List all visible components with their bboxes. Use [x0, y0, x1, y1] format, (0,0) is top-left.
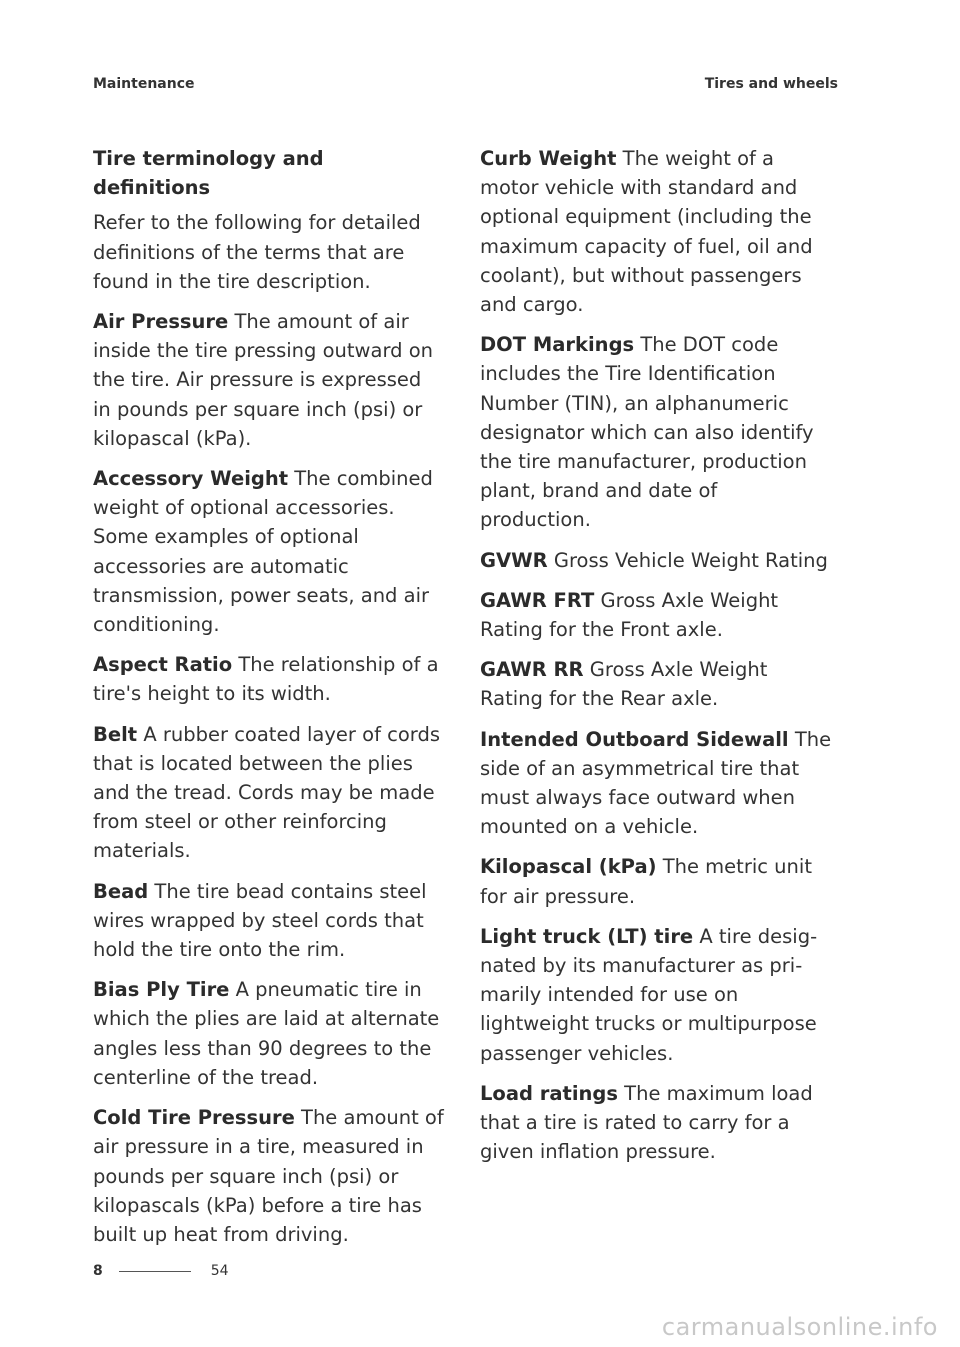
definition-text: The DOT code includes the Tire Identification Number (TIN), an alphanumeric designator which can also identify the tire manufacturer, production plant, brand and date of production. — [480, 333, 814, 532]
right-definition-list — [480, 144, 832, 1167]
definition-entry — [93, 975, 445, 1092]
definition-entry — [93, 720, 445, 866]
definition-text: The amount of air inside the tire pressing outward on the tire. Air pressure is expressed in pounds per square inch (psi) or kilopascal (kPa). — [93, 310, 433, 450]
definition-text: A tire designated by its manufacturer as primarily intended for use on lightweight trucks or multipurpose passenger vehicles. — [480, 924, 818, 1065]
definition-text: Gross Axle Weight Rating for the Front axle. — [480, 588, 779, 642]
definition-term: Air Pressure — [93, 310, 229, 334]
definition-text: A rubber coated layer of cords that is located between the plies and the tread. Cords may be made from steel or other reinforcing materials. — [93, 722, 440, 863]
chapter-number: 8 — [93, 1263, 103, 1279]
definition-term: Intended Outboard Sidewall — [480, 727, 789, 751]
definition-term: Kilopascal (kPa) — [480, 855, 657, 879]
definition-term: Curb Weight — [480, 147, 617, 170]
definition-entry — [480, 586, 832, 644]
definition-entry — [480, 546, 832, 575]
definition-term: Bead — [93, 879, 149, 903]
definition-term: Light truck (LT) tire — [480, 924, 694, 948]
definition-term: Belt — [93, 722, 138, 746]
right-column — [480, 144, 832, 1178]
definition-term: GAWR FRT — [480, 588, 595, 612]
definition-text: A pneumatic tire in which the plies are laid at alternate angles less than 90 degrees to the centerline of the tread. — [93, 978, 440, 1089]
definition-entry — [480, 144, 832, 319]
running-header-topic: Tires and wheels — [704, 76, 838, 92]
definition-entry — [480, 725, 832, 842]
definition-entry — [93, 877, 445, 965]
definition-term: Bias Ply Tire — [93, 978, 230, 1002]
footer-divider — [119, 1271, 191, 1272]
definition-text: The relationship of a tire's height to its width. — [93, 653, 439, 706]
section-heading: Tire terminology and definitions — [93, 147, 324, 200]
definition-term: Load ratings — [480, 1081, 618, 1105]
definition-text: The maximum load that a tire is rated to carry for a given inflation pressure. — [480, 1081, 813, 1164]
definition-text: The side of an asymmetrical tire that must always face outward when mounted on a vehicle. — [480, 727, 832, 839]
left-column — [93, 144, 445, 1260]
definition-text: Gross Axle Weight Rating for the Rear axle. — [480, 658, 768, 711]
definition-entry — [93, 464, 445, 639]
definition-entry — [480, 852, 832, 910]
definition-term: Accessory Weight — [93, 467, 289, 491]
definition-entry — [93, 307, 445, 453]
running-header-section: Maintenance — [93, 76, 195, 92]
watermark: carmanualsonline.info — [661, 1313, 938, 1341]
definition-term: DOT Markings — [480, 333, 635, 357]
definition-term: Aspect Ratio — [93, 653, 233, 677]
definition-text: The weight of a motor vehicle with standard and optional equipment (including the maximum capacity of fuel, oil and coolant), but without passengers and cargo. — [480, 147, 813, 317]
left-definition-list — [93, 307, 445, 1249]
definition-entry — [480, 330, 832, 534]
definition-text: The tire bead contains steel wires wrapped by steel cords that hold the tire onto the rim. — [93, 879, 427, 962]
definition-term: Cold Tire Pressure — [93, 1106, 295, 1130]
definition-entry — [93, 650, 445, 708]
definition-text: The amount of air pressure in a tire, measured in pounds per square inch (psi) or kilopascals (kPa) before a tire has built up heat from driving. — [93, 1106, 444, 1246]
definition-entry — [480, 1079, 832, 1167]
definition-text: The combined weight of optional accessories. Some examples of optional accessories are automatic transmission, power seats, and air conditioning. — [93, 467, 433, 637]
definition-term: GAWR RR — [480, 658, 584, 682]
definition-text: Gross Vehicle Weight Rating — [553, 548, 828, 572]
definition-text: The metric unit for air pressure. — [480, 855, 812, 908]
definition-term: GVWR — [480, 548, 548, 572]
page-number: 54 — [210, 1263, 229, 1279]
definition-entry — [480, 922, 832, 1068]
page-footer — [93, 1263, 229, 1279]
intro-paragraph: Refer to the following for detailed definitions of the terms that are found in the tire description. — [93, 211, 421, 293]
definition-entry — [93, 1103, 445, 1249]
definition-entry — [480, 655, 832, 713]
